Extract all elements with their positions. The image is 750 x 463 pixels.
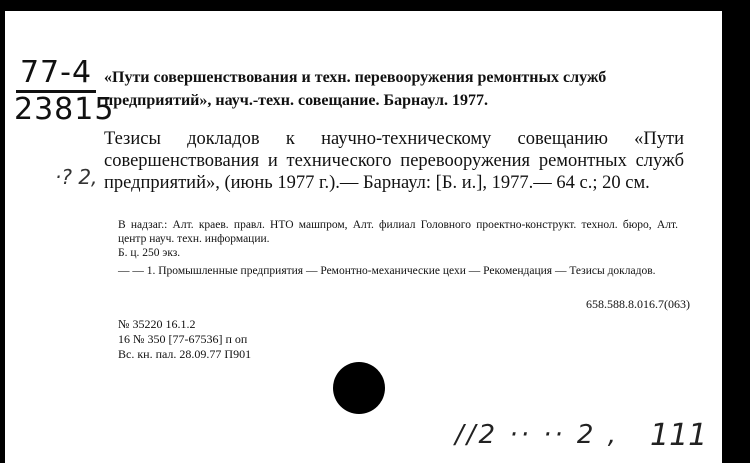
shelf-mark-top: 77-4 <box>19 55 93 90</box>
handwritten-margin-mark: ·? 2, <box>55 165 98 189</box>
card-headline: «Пути совершенствования и техн. перевооружения ремонтных служб предприятий», науч.-техн. совещание. Барнаул. 1977. <box>104 69 607 109</box>
publisher-note: В надзаг.: Алт. краев. правл. НТО машпром, Алт. филиал Головного проектно-конструкт. технол. бюро, Алт. центр науч. техн. информации. <box>118 219 678 245</box>
punch-hole <box>333 362 385 414</box>
card-body: Тезисы докладов к научно-техническому совещанию «Пути совершенствования и технического перевооружения ремонтных служб предприятий», (июнь 1977 г.).— Барнаул: [Б. и.], 1977.— 64 с.; 20 см. <box>104 129 684 193</box>
registration-line-3: Вс. кн. пал. 28.09.77 П901 <box>118 347 252 361</box>
handwritten-bottom-right-mark: 111 <box>650 418 708 453</box>
registration-line-1: № 35220 16.1.2 <box>118 317 196 331</box>
subject-headings: — — 1. Промышленные предприятия — Ремонтно-механические цехи — Рекомендация — Тезисы докладов. <box>118 265 656 277</box>
scan-border <box>722 11 750 461</box>
handwritten-shelf-mark <box>14 55 115 127</box>
shelf-mark-bottom: 23815 <box>14 92 115 127</box>
registration-line-2: 16 № 350 [77-67536] п оп <box>118 332 248 346</box>
price-note: Б. ц. 250 экз. <box>118 247 181 259</box>
registration-block <box>118 317 251 362</box>
udc-code: 658.588.8.016.7(063) <box>586 297 690 311</box>
handwritten-bottom-mark: //2 ·· ·· 2 , <box>455 420 619 450</box>
